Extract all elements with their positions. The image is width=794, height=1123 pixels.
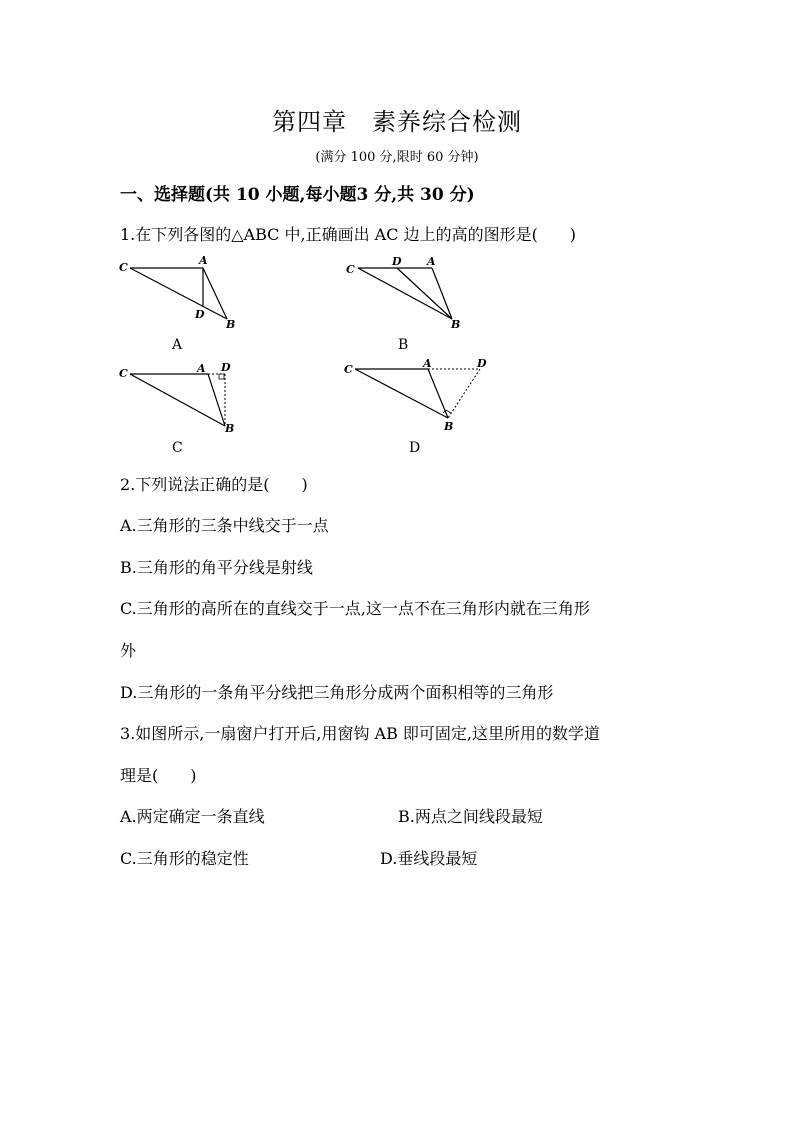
section-heading: 一、选择题(共 10 小题,每小题3 分,共 30 分) xyxy=(120,185,475,205)
figure-d xyxy=(340,355,500,440)
figure-a-label-c: C xyxy=(119,261,128,274)
figure-a xyxy=(115,252,255,332)
figure-b-label-c: C xyxy=(346,263,355,276)
figure-b-label-d: D xyxy=(392,255,402,268)
figure-b xyxy=(340,252,480,332)
question-2-stem: 2.下列说法正确的是( ) xyxy=(120,475,308,494)
figure-b-label-a: A xyxy=(427,255,436,268)
question-2-option-c: C.三角形的高所在的直线交于一点,这一点不在三角形内就在三角形 xyxy=(120,599,590,618)
figure-b-caption: B xyxy=(398,337,409,353)
page-title: 第四章 素养综合检测 xyxy=(272,108,522,136)
question-3-option-a: A.两定确定一条直线 xyxy=(120,807,265,826)
figure-a-label-b: B xyxy=(226,318,236,331)
question-1-stem: 1.在下列各图的△ABC 中,正确画出 AC 边上的高的图形是( ) xyxy=(120,225,577,244)
exam-info: (满分 100 分,限时 60 分钟) xyxy=(315,150,479,165)
figure-c-label-c: C xyxy=(119,367,128,380)
figure-b-label-b: B xyxy=(451,318,461,331)
figure-d-label-c: C xyxy=(344,363,353,376)
figure-c-label-a: A xyxy=(197,362,206,375)
figure-a-caption: A xyxy=(172,337,183,353)
figure-c xyxy=(115,360,255,440)
question-3-stem: 3.如图所示,一扇窗户打开后,用窗钩 AB 即可固定,这里所用的数学道 xyxy=(120,724,601,743)
figure-c-caption: C xyxy=(172,440,183,456)
figure-d-label-b: B xyxy=(444,420,454,433)
question-3-option-d: D.垂线段最短 xyxy=(380,849,478,868)
figure-a-label-a: A xyxy=(199,254,208,267)
question-3-option-c: C.三角形的稳定性 xyxy=(120,849,249,868)
question-2-option-a: A.三角形的三条中线交于一点 xyxy=(120,516,329,535)
figure-d-label-d: D xyxy=(477,357,487,370)
question-3-option-b: B.两点之间线段最短 xyxy=(398,807,543,826)
question-2-option-d: D.三角形的一条角平分线把三角形分成两个面积相等的三角形 xyxy=(120,683,554,702)
figure-c-label-b: B xyxy=(225,422,235,435)
figure-d-label-a: A xyxy=(423,357,432,370)
figure-d-caption: D xyxy=(409,440,421,456)
question-2-option-c-continued: 外 xyxy=(120,641,137,660)
question-2-option-b: B.三角形的角平分线是射线 xyxy=(120,558,313,577)
figure-c-label-d: D xyxy=(221,361,231,374)
figure-a-label-d: D xyxy=(195,308,205,321)
question-3-stem-continued: 理是( ) xyxy=(120,766,197,785)
